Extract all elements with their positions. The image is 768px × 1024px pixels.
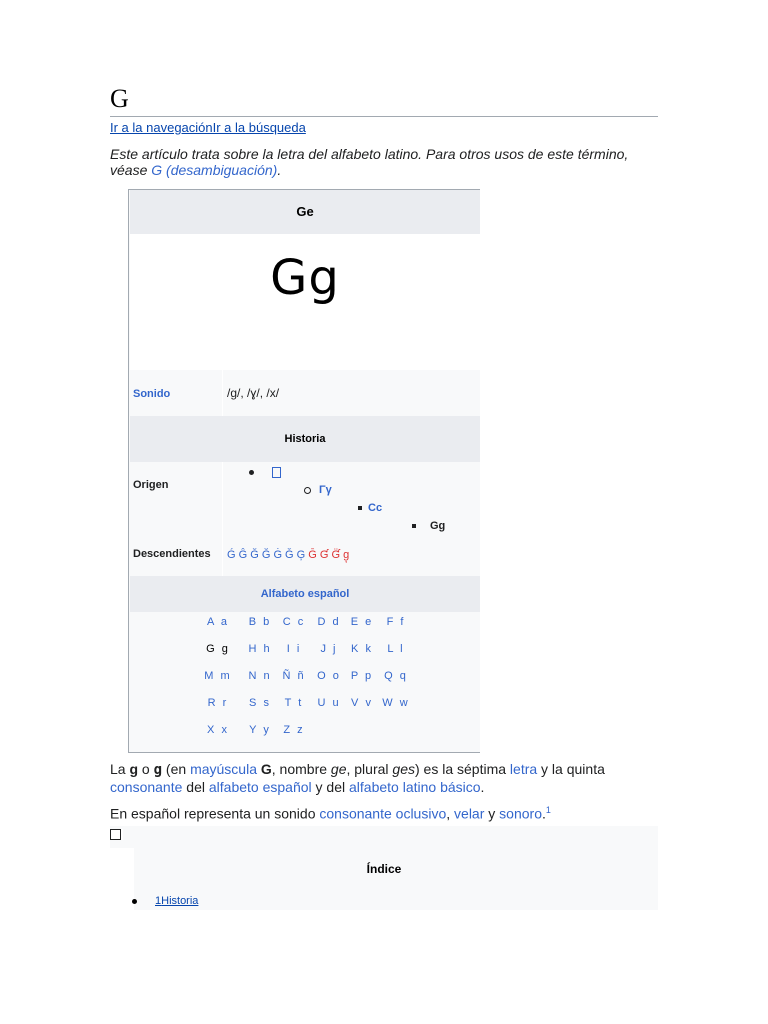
disambiguation-link[interactable]: G (desambiguación) [151, 162, 278, 178]
text: o [138, 761, 154, 777]
skip-navigation-link[interactable]: Ir a la navegaciónIr a la búsqueda [110, 120, 306, 135]
skip-links [110, 120, 306, 136]
infobox-title: Ge [130, 190, 480, 234]
alphabet-letter[interactable]: W w [382, 697, 410, 709]
sonoro-link[interactable]: sonoro [499, 805, 542, 822]
origin-level-1 [249, 466, 281, 478]
descendants-redlinks[interactable]: Ḡ Ɠ Ɠ̈ ɡ̦ [308, 549, 350, 561]
alphabet-letter: G g [206, 643, 230, 655]
alphabet-letter[interactable]: U u [317, 697, 341, 709]
text: En español representa un sonido [110, 805, 320, 822]
letter-g-bold: g [129, 761, 139, 777]
name-ge: ge [330, 761, 347, 777]
hatnote-text: Este artículo trata sobre la letra del alfabeto latino. Para otros usos de este término, véase [110, 146, 629, 178]
text: del [182, 779, 209, 795]
bullet-disc-icon [132, 899, 137, 904]
alphabet-letter[interactable]: L l [387, 643, 405, 655]
bullet-disc-icon [249, 470, 254, 475]
origin-level-3 [358, 502, 382, 514]
letter-glyph: Gg [270, 250, 340, 306]
alphabet-header [130, 576, 480, 612]
alphabet-letter[interactable]: F f [386, 616, 406, 628]
letter-g-uppercase: G [260, 761, 272, 777]
oclusivo-link[interactable]: consonante oclusivo [319, 805, 447, 822]
row-divider [222, 462, 223, 532]
reference-1[interactable]: 1 [545, 805, 551, 815]
text: ) es la séptima [414, 761, 510, 777]
alphabet-letter[interactable]: O o [317, 670, 341, 682]
text: La [110, 761, 130, 777]
bullet-square-icon [412, 524, 416, 528]
title-divider [110, 116, 658, 117]
alphabet-letter[interactable]: C c [282, 616, 306, 628]
descendants-links[interactable]: Ǵ Ĝ Ğ Ğ Ġ Ǧ Ģ [227, 549, 306, 561]
alfabeto-latino-link[interactable]: alfabeto latino básico [349, 779, 481, 795]
spanish-alphabet-link[interactable]: Alfabeto español [260, 588, 350, 600]
alphabet-letter[interactable]: X x [207, 724, 229, 736]
table-of-contents [110, 826, 658, 910]
alphabet-letter[interactable]: Ñ ñ [282, 670, 306, 682]
alphabet-letter[interactable]: N n [248, 670, 272, 682]
text: , [446, 805, 455, 822]
toc-gutter [110, 848, 134, 910]
history-header: Historia [130, 416, 480, 462]
alphabet-letter[interactable]: Y y [249, 724, 271, 736]
bullet-circle-icon [304, 487, 311, 494]
alphabet-letter[interactable]: K k [351, 643, 373, 655]
descendants-list [227, 547, 349, 563]
alphabet-letter[interactable]: A a [207, 616, 229, 628]
toc-item-number: 1 [155, 895, 162, 907]
text: y [484, 805, 500, 822]
alphabet-grid [130, 612, 480, 752]
descendants-row [130, 532, 480, 576]
alphabet-letter[interactable]: P p [350, 670, 374, 682]
letra-link[interactable]: letra [509, 761, 538, 777]
infobox-glyph-image [130, 234, 480, 370]
page-title: G [110, 84, 129, 113]
intro-paragraph [110, 761, 658, 796]
alphabet-letter[interactable]: Z z [283, 724, 305, 736]
alphabet-letter[interactable]: B b [248, 616, 272, 628]
sound-label-link[interactable]: Sonido [133, 388, 171, 400]
letter-c-link[interactable]: Cc [368, 502, 383, 514]
origin-label: Origen [133, 479, 169, 491]
descendants-label: Descendientes [133, 548, 211, 560]
toc-toggle-checkbox[interactable] [110, 829, 121, 840]
origin-level-4 [412, 520, 445, 532]
toc-item [132, 895, 198, 907]
text: , nombre [271, 761, 331, 777]
alphabet-letter[interactable]: R r [207, 697, 229, 709]
text: . [480, 779, 485, 795]
gamma-link[interactable]: Γγ [319, 484, 332, 496]
text: , plural [346, 761, 393, 777]
velar-link[interactable]: velar [454, 805, 485, 822]
alphabet-letter[interactable]: H h [248, 643, 272, 655]
text: (en [162, 761, 191, 777]
sound-row [130, 370, 480, 416]
mayuscula-link[interactable]: mayúscula [190, 761, 257, 777]
origin-level-2 [304, 484, 332, 496]
alfabeto-espanol-link[interactable]: alfabeto español [208, 779, 312, 795]
row-divider [222, 532, 223, 576]
origin-row [130, 462, 480, 532]
text: y la quinta [537, 761, 605, 777]
hatnote [110, 146, 650, 178]
missing-glyph-icon[interactable] [272, 467, 281, 478]
sound-value: /ɡ/, /ɣ/, /x/ [227, 386, 280, 400]
text: . [541, 805, 546, 822]
text: y del [311, 779, 349, 795]
hatnote-period: . [277, 162, 282, 178]
bullet-square-icon [358, 506, 362, 510]
alphabet-letter[interactable]: T t [284, 697, 304, 709]
letter-g-current: Gg [430, 520, 446, 532]
alphabet-letter[interactable]: E e [350, 616, 374, 628]
row-divider [222, 370, 223, 416]
alphabet-letter[interactable]: I i [286, 643, 302, 655]
alphabet-letter[interactable]: M m [204, 670, 232, 682]
alphabet-letter[interactable]: Q q [384, 670, 408, 682]
toc-title: Índice [366, 862, 402, 876]
infobox [128, 189, 480, 753]
toc-item-historia-link[interactable] [155, 895, 198, 907]
plural-ges: ges [392, 761, 415, 777]
consonante-link[interactable]: consonante [110, 779, 183, 795]
alphabet-letter[interactable]: S s [249, 697, 271, 709]
alphabet-letter[interactable]: J j [320, 643, 338, 655]
toc-item-label: Historia [161, 895, 199, 907]
alphabet-letter[interactable]: D d [317, 616, 341, 628]
letter-g-alt: g [153, 762, 163, 778]
pronunciation-paragraph [110, 802, 658, 823]
alphabet-letter[interactable]: V v [351, 697, 373, 709]
